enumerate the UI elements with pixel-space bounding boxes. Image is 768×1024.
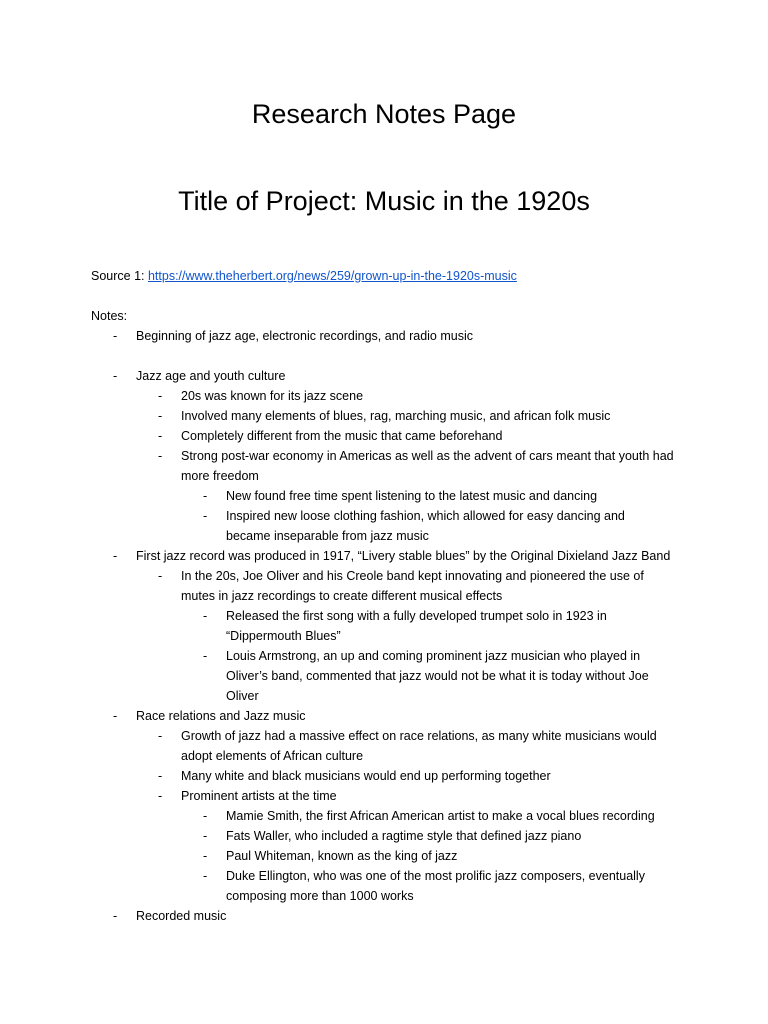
source-link[interactable]: https://www.theherbert.org/news/259/grown-up-in-the-1920s-music [147,269,517,283]
bullet-dash: - [203,489,208,503]
list-item-text: Strong post-war economy in Americas as well as the advent of cars meant that youth had more freedom [181,449,674,483]
bullet-dash: - [113,909,118,923]
list-item-text: Many white and black musicians would end up performing together [181,769,551,783]
list-item-text: First jazz record was produced in 1917, “Livery stable blues” by the Original Dixieland Jazz Band [136,549,671,563]
list-item [0,866,768,906]
list-item [0,566,768,606]
list-item-text: Paul Whiteman, known as the king of jazz [226,849,458,863]
notes-list [0,326,768,926]
list-item [0,506,768,546]
list-item [0,366,768,386]
bullet-dash: - [203,829,208,843]
list-item [0,386,768,406]
bullet-dash: - [158,769,163,783]
list-item [0,646,768,706]
source-label: Source 1: [91,269,148,283]
list-item [0,806,768,826]
list-item-text: Recorded music [136,909,227,923]
list-item-text: Released the first song with a fully developed trumpet solo in 1923 in “Dippermouth Blues” [226,609,607,643]
bullet-dash: - [158,789,163,803]
bullet-dash: - [203,609,208,623]
list-item-text: In the 20s, Joe Oliver and his Creole band kept innovating and pioneered the use of mutes in jazz recordings to create different musical effects [181,569,644,603]
list-item [0,786,768,806]
list-item [0,906,768,926]
list-item [0,546,768,566]
bullet-dash: - [158,729,163,743]
list-item-text: 20s was known for its jazz scene [181,389,364,403]
bullet-dash: - [203,509,208,523]
list-item [0,486,768,506]
bullet-dash: - [203,869,208,883]
list-item [0,326,768,346]
bullet-dash: - [113,709,118,723]
list-item [0,606,768,646]
list-item-text: Growth of jazz had a massive effect on race relations, as many white musicians would adopt elements of African culture [181,729,657,763]
list-item-text: Involved many elements of blues, rag, marching music, and african folk music [181,409,611,423]
bullet-dash: - [158,449,163,463]
list-item-text: Inspired new loose clothing fashion, which allowed for easy dancing and became inseparable from jazz music [226,509,625,543]
bullet-dash: - [158,389,163,403]
list-item-text: Louis Armstrong, an up and coming prominent jazz musician who played in Oliver’s band, commented that jazz would not be what it is today without Joe Oliver [226,649,649,703]
list-item-text: Prominent artists at the time [181,789,337,803]
bullet-dash: - [113,549,118,563]
bullet-dash: - [113,329,118,343]
bullet-dash: - [203,649,208,663]
list-item [0,846,768,866]
bullet-dash: - [158,429,163,443]
list-item [0,826,768,846]
bullet-dash: - [113,369,118,383]
bullet-dash: - [158,569,163,583]
list-item-text: Completely different from the music that came beforehand [181,429,503,443]
source-line [91,266,517,286]
list-item [0,446,768,486]
bullet-dash: - [203,809,208,823]
project-title: Title of Project: Music in the 1920s [178,186,590,216]
list-item [0,406,768,426]
bullet-dash: - [203,849,208,863]
list-item-text: Jazz age and youth culture [136,369,286,383]
list-item-text: Beginning of jazz age, electronic recordings, and radio music [136,329,473,343]
list-spacer [0,346,768,366]
list-item-text: Race relations and Jazz music [136,709,306,723]
page-title: Research Notes Page [251,99,517,129]
list-item [0,726,768,766]
list-item-text: Mamie Smith, the first African American artist to make a vocal blues recording [226,809,655,823]
bullet-dash: - [158,409,163,423]
list-item-text: Fats Waller, who included a ragtime style that defined jazz piano [226,829,582,843]
list-item-text: New found free time spent listening to the latest music and dancing [226,489,598,503]
list-item [0,766,768,786]
list-item [0,706,768,726]
list-item [0,426,768,446]
list-item-text: Duke Ellington, who was one of the most prolific jazz composers, eventually composing more than 1000 works [226,869,645,903]
notes-label: Notes: [91,309,128,323]
